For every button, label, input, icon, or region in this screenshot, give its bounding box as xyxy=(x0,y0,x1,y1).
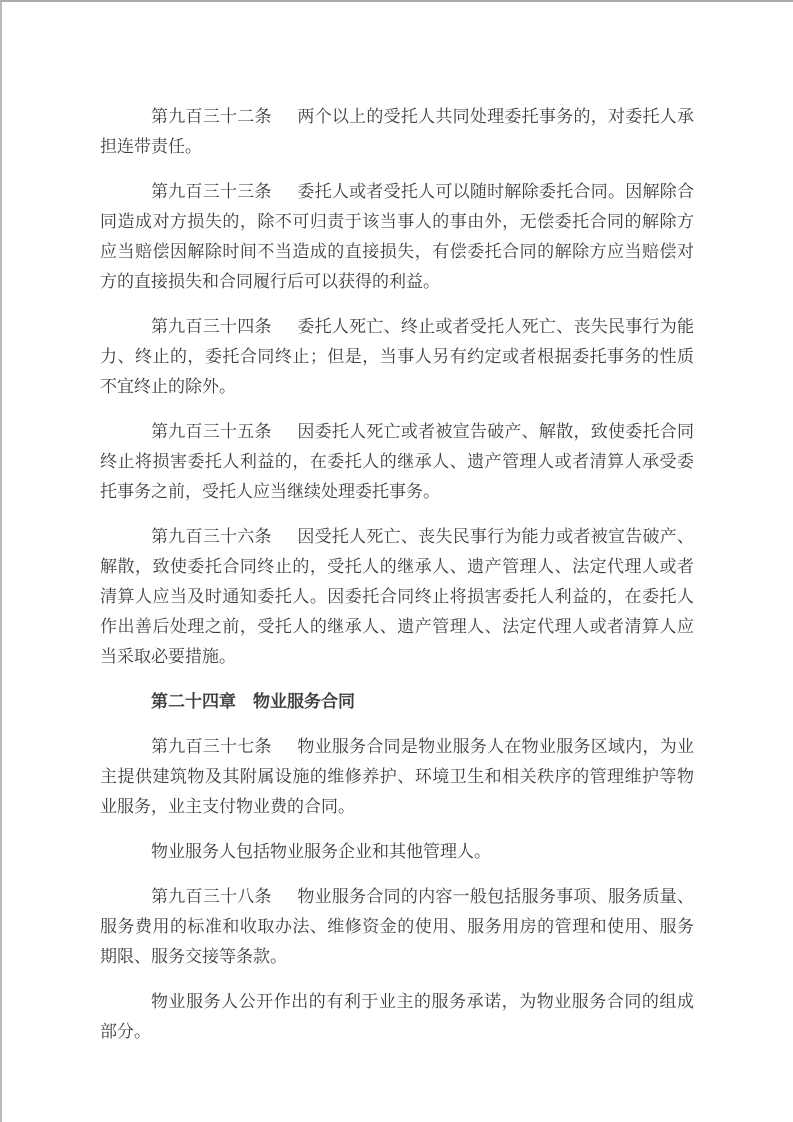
document-text-body xyxy=(100,102,694,1062)
article-934-paragraph xyxy=(100,312,694,402)
article-text: 因委托人死亡或者被宣告破产、解散，致使委托合同终止将损害委托人利益的，在委托人的继承人、遗产管理人或者清算人承受委托事务之前，受托人应当继续处理委托事务。 xyxy=(100,422,695,501)
article-number: 第九百三十五条 xyxy=(151,422,272,441)
article-number: 第九百三十七条 xyxy=(151,737,272,756)
article-text: 委托人或者受托人可以随时解除委托合同。因解除合同造成对方损失的，除不可归责于该当事人的事由外，无偿委托合同的解除方应当赔偿因解除时间不当造成的直接损失，有偿委托合同的解除方应当赔偿对方的直接损失和合同履行后可以获得的利益。 xyxy=(100,182,695,291)
article-text: 两个以上的受托人共同处理委托事务的，对委托人承担连带责任。 xyxy=(100,107,695,156)
article-933-paragraph xyxy=(100,177,694,297)
article-938-continuation-paragraph xyxy=(100,987,694,1047)
article-935-paragraph xyxy=(100,417,694,507)
article-text: 委托人死亡、终止或者受托人死亡、丧失民事行为能力、终止的，委托合同终止；但是，当事人另有约定或者根据委托事务的性质不宜终止的除外。 xyxy=(100,317,695,396)
article-number: 第九百三十二条 xyxy=(151,107,272,126)
article-text: 因受托人死亡、丧失民事行为能力或者被宣告破产、解散，致使委托合同终止的，受托人的继承人、遗产管理人、法定代理人或者清算人应当及时通知委托人。因委托合同终止将损害委托人利益的，在委托人作出善后处理之前，受托人的继承人、遗产管理人、法定代理人或者清算人应当采取必要措施。 xyxy=(100,527,695,666)
article-937-continuation-paragraph xyxy=(100,837,694,867)
chapter-24-heading xyxy=(100,687,694,717)
article-937-paragraph xyxy=(100,732,694,822)
article-936-paragraph xyxy=(100,522,694,672)
article-number: 第九百三十八条 xyxy=(151,887,272,906)
article-938-paragraph xyxy=(100,882,694,972)
chapter-title: 物业服务合同 xyxy=(253,692,355,711)
article-text: 物业服务人包括物业服务企业和其他管理人。 xyxy=(151,842,491,861)
article-text: 物业服务合同的内容一般包括服务事项、服务质量、服务费用的标准和收取办法、维修资金的使用、服务用房的管理和使用、服务期限、服务交接等条款。 xyxy=(100,887,695,966)
article-number: 第九百三十四条 xyxy=(151,317,272,336)
article-932-paragraph xyxy=(100,102,694,162)
article-number: 第九百三十三条 xyxy=(151,182,272,201)
chapter-number: 第二十四章 xyxy=(151,692,236,711)
article-number: 第九百三十六条 xyxy=(151,527,272,546)
article-text: 物业服务人公开作出的有利于业主的服务承诺，为物业服务合同的组成部分。 xyxy=(100,992,694,1041)
article-text: 物业服务合同是物业服务人在物业服务区域内，为业主提供建筑物及其附属设施的维修养护、环境卫生和相关秩序的管理维护等物业服务，业主支付物业费的合同。 xyxy=(100,737,695,816)
